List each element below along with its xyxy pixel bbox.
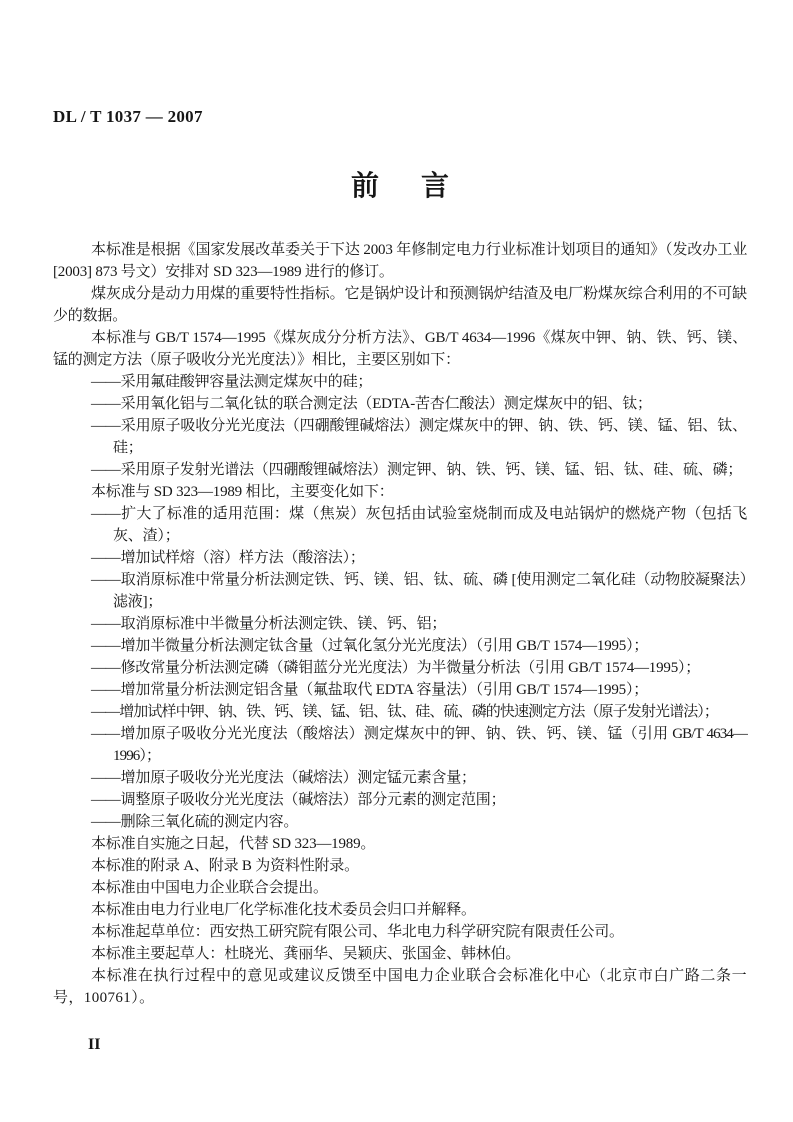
list-item: ——采用氧化铝与二氧化钛的联合测定法（EDTA-苦杏仁酸法）测定煤灰中的铝、钛； [91, 396, 652, 412]
list-item: ——修改常量分析法测定磷（磷钼蓝分光光度法）为半微量分析法（引用 GB/T 1574—1995）； [91, 660, 701, 676]
list-item: ——采用原子吸收分光光度法（四硼酸锂碱熔法）测定煤灰中的钾、钠、铁、钙、镁、锰、铝、钛、硅； [91, 418, 747, 456]
paragraph: 本标准与 SD 323—1989 相比，主要变化如下： [91, 484, 394, 500]
foreword-body [53, 239, 747, 1009]
page-number: II [88, 1036, 101, 1053]
paragraph: 本标准的附录 A、附录 B 为资料性附录。 [91, 858, 359, 874]
list-item: ——取消原标准中常量分析法测定铁、钙、镁、铝、钛、硫、磷 [使用测定二氧化硅（动物胶凝聚法）滤液]； [91, 572, 747, 610]
list-item: ——删除三氧化硫的测定内容。 [91, 814, 299, 830]
list-item: ——扩大了标准的适用范围：煤（焦炭）灰包括由试验室烧制而成及电站锅炉的燃烧产物（包括飞灰、渣）； [91, 506, 747, 544]
list-item: ——增加试样中钾、钠、铁、钙、镁、锰、铝、钛、硅、硫、磷的快速测定方法（原子发射光谱法）； [91, 704, 719, 720]
paragraph: 本标准由中国电力企业联合会提出。 [91, 880, 328, 896]
list-item: ——增加原子吸收分光光度法（碱熔法）测定锰元素含量； [91, 770, 476, 786]
list-item: ——采用原子发射光谱法（四硼酸锂碱熔法）测定钾、钠、铁、钙、镁、锰、铝、钛、硅、硫、磷； [91, 462, 743, 478]
list-item: ——增加原子吸收分光光度法（酸熔法）测定煤灰中的钾、钠、铁、钙、镁、锰（引用 GB/T 4634—1996）； [91, 726, 747, 764]
paragraph: 本标准起草单位：西安热工研究院有限公司、华北电力科学研究院有限责任公司。 [91, 924, 624, 940]
paragraph: 本标准在执行过程中的意见或建议反馈至中国电力企业联合会标准化中心（北京市白广路二条一号，100761）。 [53, 968, 747, 1006]
list-item: ——增加试样熔（溶）样方法（酸溶法）； [91, 550, 365, 566]
paragraph: 本标准主要起草人：杜晓光、龚丽华、吴颖庆、张国金、韩林伯。 [91, 946, 521, 962]
paragraph: 本标准由电力行业电厂化学标准化技术委员会归口并解释。 [91, 902, 476, 918]
list-item: ——调整原子吸收分光光度法（碱熔法）部分元素的测定范围； [91, 792, 506, 808]
paragraph: 本标准是根据《国家发展改革委关于下达 2003 年修制定电力行业标准计划项目的通知》（发改办工业 [2003] 873 号文）安排对 SD 323—1989 进行的修订。 [53, 242, 747, 280]
list-item: ——取消原标准中半微量分析法测定铁、镁、钙、铝； [91, 616, 447, 632]
list-item: ——采用氟硅酸钾容量法测定煤灰中的硅； [91, 374, 373, 390]
paragraph: 本标准与 GB/T 1574—1995《煤灰成分分析方法》、GB/T 4634—1996《煤灰中钾、钠、铁、钙、镁、锰的测定方法（原子吸收分光光度法）》相比，主要区别如下： [53, 330, 747, 368]
page-title [53, 172, 747, 202]
list-item: ——增加常量分析法测定铝含量（氟盐取代 EDTA 容量法）（引用 GB/T 1574—1995）； [91, 682, 649, 698]
paragraph: 本标准自实施之日起，代替 SD 323—1989。 [91, 836, 376, 852]
page-title-char-1: 前 [350, 171, 379, 202]
page-title-char-2: 言 [421, 171, 450, 202]
list-item: ——增加半微量分析法测定钛含量（过氧化氢分光光度法）（引用 GB/T 1574—1995）； [91, 638, 649, 654]
standard-number: DL / T 1037 — 2007 [53, 107, 203, 126]
paragraph: 煤灰成分是动力用煤的重要特性指标。它是锅炉设计和预测锅炉结渣及电厂粉煤灰综合利用的不可缺少的数据。 [53, 286, 747, 324]
